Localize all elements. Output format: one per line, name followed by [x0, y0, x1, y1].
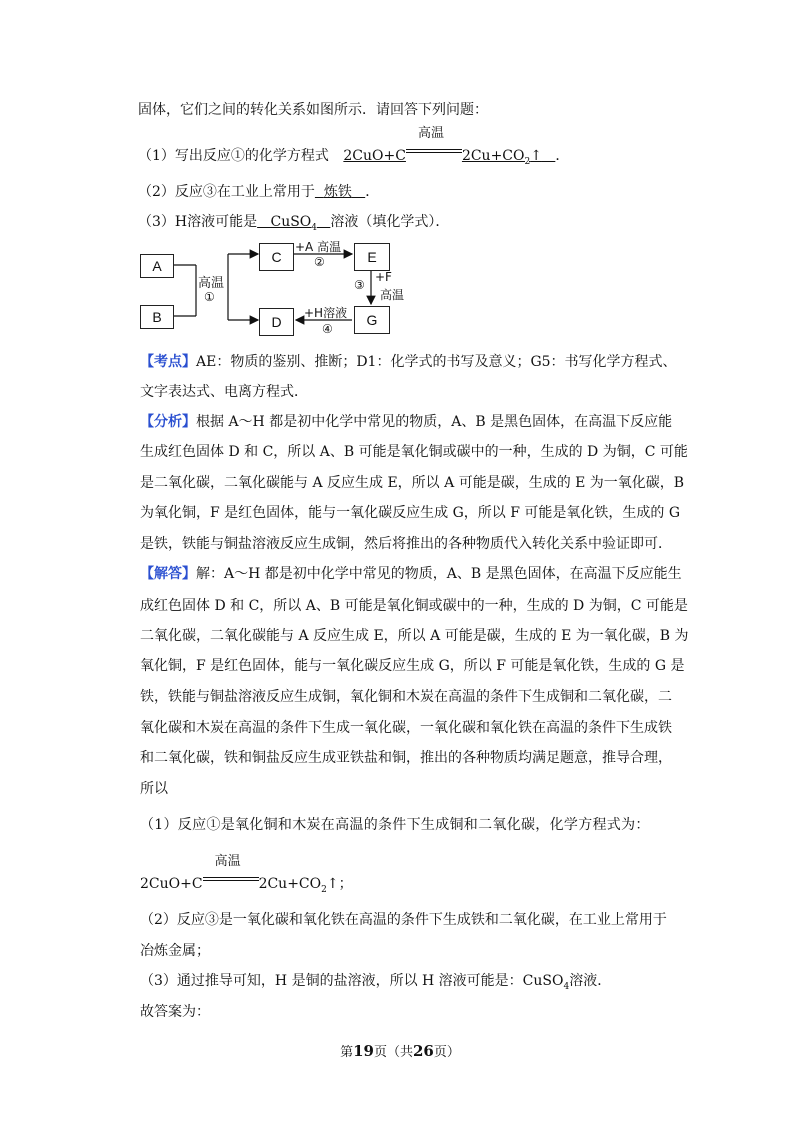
current-page: 19 [353, 1042, 374, 1060]
total-pages: 26 [413, 1042, 434, 1060]
a1-equals-sign [203, 854, 259, 888]
box-d: D [259, 308, 294, 336]
fenxi-line-3: 是二氧化碳，二氧化碳能与 A 反应生成 E，所以 A 可能是碳，生成的 E 为一氧化碳，B [140, 475, 685, 491]
jieda-line-8: 所以 [140, 781, 168, 797]
jieda-line-3: 二氧化碳，二氧化碳能与 A 反应生成 E，所以 A 可能是碳，生成的 E 为一氧化碳，B 为 [140, 628, 689, 644]
reaction-1-condition: 高温 [198, 276, 225, 291]
question-2-answer: 炼铁 [323, 184, 352, 200]
reaction-diagram [138, 240, 418, 340]
a1-double-line [203, 877, 259, 881]
answer-1-equation: 2CuO+C 高温 $2Cu+CO_2↑$； [140, 854, 353, 895]
final-answer-label: 故答案为： [140, 1004, 210, 1020]
reaction-2-condition: +A 高温 [295, 240, 342, 254]
reaction-3-number: ③ [354, 278, 365, 292]
kaodian-line-1: 【考点】AE：物质的鉴别、推断；D1：化学式的书写及意义；G5：书写化学方程式、 [140, 354, 677, 370]
question-2: （2）反应③在工业上常用于 炼铁 ． [138, 184, 380, 200]
question-1-label: （1）写出反应①的化学方程式 [138, 148, 329, 164]
page-footer: 第19页（共26页） [340, 1042, 460, 1060]
reaction-4-condition: +H溶液 [304, 306, 348, 320]
answer-3: （3）通过推导可知，H 是铜的盐溶液，所以 H 溶液可能是：CuSO$_4$溶液． [140, 973, 612, 992]
fenxi-line-4: 为氧化铜，F 是红色固体，能与一氧化碳反应生成 G，所以 F 可能是氧化铁，生成的 G [140, 505, 681, 521]
question-2-label: （2）反应③在工业上常用于 [138, 184, 315, 200]
q1-double-line [406, 149, 462, 153]
q1-reactants: 2CuO+C [343, 148, 406, 164]
fenxi-line-1: 【分析】根据 A～H 都是初中化学中常见的物质，A、B 是黑色固体，在高温下反应能 [140, 414, 673, 430]
jieda-line-5: 铁，铁能与铜盐溶液反应生成铜，氧化铜和木炭在高温的条件下生成铜和二氧化碳，二 [140, 689, 672, 705]
fenxi-line-2: 生成红色固体 D 和 C，所以 A、B 可能是氧化铜或碳中的一种，生成的 D 为铜，C 可能 [140, 444, 688, 460]
jieda-line-7: 和二氧化碳，铁和铜盐反应生成亚铁盐和铜，推出的各种物质均满足题意，推导合理， [140, 750, 672, 766]
intro-text: 固体，它们之间的转化关系如图所示．请回答下列问题： [138, 102, 488, 118]
answer-1-text: （1）反应①是氧化铜和木炭在高温的条件下生成铜和二氧化碳，化学方程式为： [140, 817, 650, 833]
reaction-2-number: ② [314, 255, 325, 269]
q1-sub: 2 [524, 156, 531, 167]
q1-products: 2Cu+CO [461, 148, 525, 164]
box-a: A [140, 254, 174, 278]
jieda-line-2: 成红色固体 D 和 C，所以 A、B 可能是氧化铜或碳中的一种，生成的 D 为铜，C 可能是 [140, 598, 688, 614]
question-3: （3）H溶液可能是 CuSO$_4$ 溶液（填化学式）． [138, 214, 450, 233]
kaodian-tag: 【考点】 [140, 354, 196, 370]
q1-condition: 高温 [417, 126, 444, 141]
reaction-3-condition-1: +F [375, 270, 392, 284]
question-1 [138, 126, 570, 172]
answer-2-line-2: 冶炼金属； [140, 943, 210, 959]
answer-2-line-1: （2）反应③是一氧化碳和氧化铁在高温的条件下生成铁和二氧化碳，在工业上常用于 [140, 912, 667, 928]
a1-condition: 高温 [214, 854, 241, 869]
box-g: G [354, 306, 390, 334]
reaction-4-number: ④ [322, 322, 333, 336]
box-c: C [259, 243, 294, 271]
question-3-label: （3）H溶液可能是 [138, 214, 258, 230]
question-1-answer [333, 126, 555, 167]
q1-equals-sign [406, 126, 462, 160]
box-e: E [354, 243, 390, 271]
reaction-1-number: ① [204, 290, 215, 304]
kaodian-line-2: 文字表达式、电离方程式． [140, 384, 308, 400]
jieda-tag: 【解答】 [140, 566, 196, 582]
box-b: B [140, 305, 174, 329]
jieda-line-1: 【解答】解：A～H 都是初中化学中常见的物质，A、B 是黑色固体，在高温下反应能生 [140, 566, 682, 582]
q1-end: ． [555, 148, 570, 164]
jieda-line-4: 氧化铜，F 是红色固体，能与一氧化碳反应生成 G，所以 F 可能是氧化铁，生成的 G 是 [140, 658, 685, 674]
q1-arrow: ↑ [530, 148, 542, 164]
fenxi-tag: 【分析】 [140, 414, 196, 430]
reaction-3-condition-2: 高温 [380, 288, 405, 302]
jieda-line-6: 氧化碳和木炭在高温的条件下生成一氧化碳，一氧化碳和氧化铁在高温的条件下生成铁 [140, 720, 672, 736]
fenxi-line-5: 是铁，铁能与铜盐溶液反应生成铜，然后将推出的各种物质代入转化关系中验证即可． [140, 536, 672, 552]
question-3-answer: CuSO$_4$ [270, 214, 318, 233]
